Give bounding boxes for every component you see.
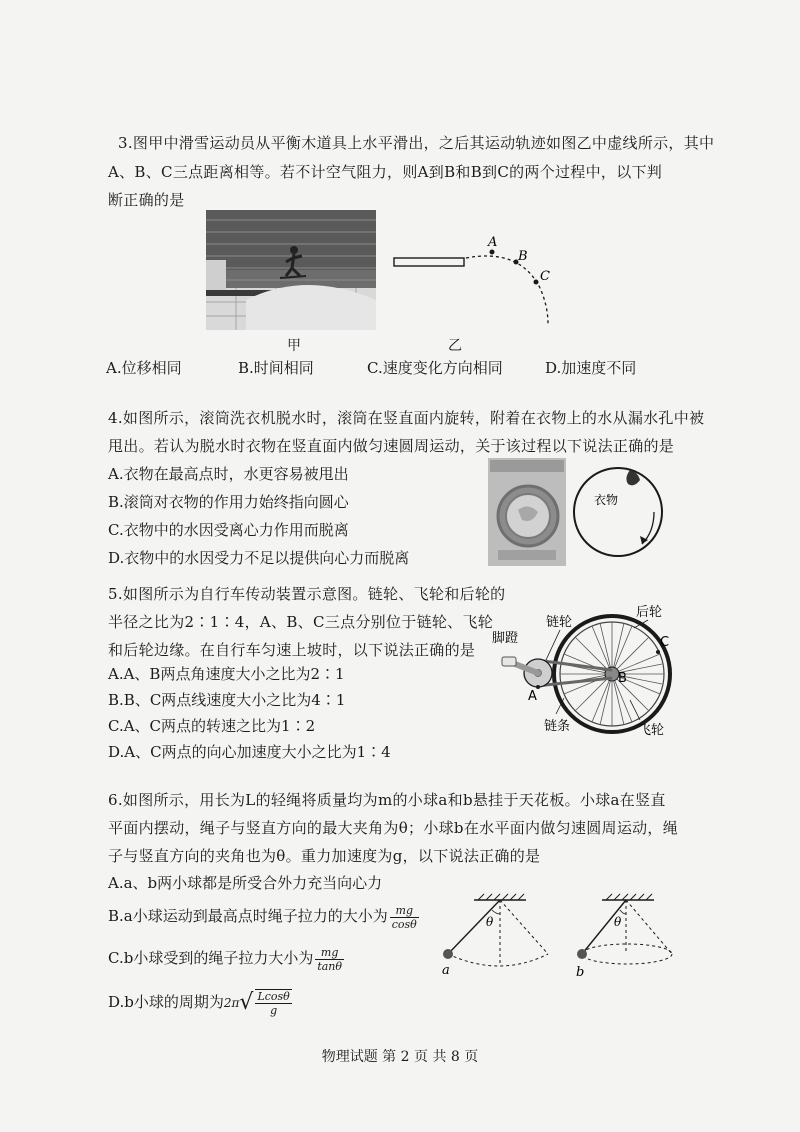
q6-pendulum-a-diagram (430, 892, 560, 982)
q3-option-d: D.加速度不同 (545, 359, 637, 377)
q3-skier-photo (206, 210, 376, 330)
q4-drum-diagram (568, 458, 668, 566)
q6-label-a: a (442, 963, 450, 978)
rear-wheel (554, 616, 670, 732)
q3-option-b: B.时间相同 (238, 359, 314, 377)
q6-option-d-numerator: Lcosθ (257, 990, 290, 1003)
q6-theta-a: θ (486, 915, 494, 929)
q6-option-c (108, 942, 346, 974)
q5-label-freewheel: 飞轮 (638, 723, 665, 738)
q5-line-2: 半径之比为2∶1∶4，A、B、C三点分别位于链轮、飞轮 (108, 613, 494, 631)
q6-option-d (108, 984, 294, 1021)
q6-option-b (108, 900, 421, 932)
q6-option-d-denominator: g (270, 1004, 278, 1017)
q3-label-yi: 乙 (448, 338, 462, 354)
q4-option-a: A.衣物在最高点时，水更容易被甩出 (108, 465, 349, 483)
q6-line-2: 平面内摆动，绳子与竖直方向的最大夹角为θ；小球b在水平面内做匀速圆周运动，绳 (108, 819, 679, 837)
q5-line-3: 和后轮边缘。在自行车匀速上坡时，以下说法正确的是 (108, 641, 476, 659)
q5-label-chain: 链条 (544, 719, 571, 734)
q3-label-jia: 甲 (287, 338, 301, 354)
q6-option-b-numerator: mg (390, 904, 419, 918)
q6-option-b-text: B.a小球运动到最高点时绳子拉力的大小为 (108, 907, 388, 925)
q5-label-c: C (660, 635, 670, 650)
q3-option-c: C.速度变化方向相同 (367, 359, 503, 377)
q6-option-c-numerator: mg (315, 946, 344, 960)
q6-line-1: 6.如图所示，用长为L的轻绳将质量均为m的小球a和b悬挂于天花板。小球a在竖直 (108, 791, 666, 809)
q6-option-d-prefix: 2π (223, 996, 240, 1010)
q3-line-2: A、B、C三点距离相等。若不计空气阻力，则A到B和B到C的两个过程中，以下判 (108, 163, 663, 181)
q3-option-a: A.位移相同 (106, 359, 182, 377)
q4-line-1: 4.如图所示，滚筒洗衣机脱水时，滚筒在竖直面内旋转，附着在衣物上的水从漏水孔中被 (108, 409, 705, 427)
q6-option-d-fraction (255, 989, 291, 1017)
q5-bicycle-diagram (490, 600, 680, 745)
q3-trajectory-diagram (390, 228, 560, 328)
q3-point-b: B (518, 249, 528, 264)
q5-line-1: 5.如图所示为自行车传动装置示意图。链轮、飞轮和后轮的 (108, 585, 506, 603)
q4-line-2: 甩出。若认为脱水时衣物在竖直面内做匀速圆周运动，关于该过程以下说法正确的是 (108, 437, 675, 455)
q6-label-b: b (576, 965, 585, 980)
q4-label-clothes: 衣物 (594, 493, 619, 507)
q6-line-3: 子与竖直方向的夹角也为θ。重力加速度为g，以下说法正确的是 (108, 847, 541, 865)
q6-option-c-fraction (315, 946, 344, 973)
q5-option-b: B.B、C两点线速度大小之比为4∶1 (108, 691, 346, 709)
q6-option-b-fraction (390, 904, 419, 931)
q5-label-chainring: 链轮 (546, 615, 573, 630)
q3-point-c: C (540, 269, 550, 284)
page-footer: 物理试题 第 2 页 共 8 页 (321, 1049, 479, 1065)
q6-option-a: A.a、b两小球都是所受合外力充当向心力 (108, 874, 383, 892)
q6-option-d-text: D.b小球的周期为 (108, 993, 224, 1011)
q4-washer-photo (488, 458, 566, 566)
q6-option-c-text: C.b小球受到的绳子拉力大小为 (108, 949, 314, 967)
q4-option-d: D.衣物中的水因受力不足以提供向心力而脱离 (108, 549, 410, 567)
q6-option-b-denominator: cosθ (391, 917, 417, 931)
q5-label-pedal: 脚蹬 (492, 631, 519, 646)
q3-point-a: A (488, 235, 498, 250)
q5-label-a: A (528, 689, 537, 704)
q6-theta-b: θ (614, 915, 622, 929)
q3-line-1: 3.图甲中滑雪运动员从平衡木道具上水平滑出，之后其运动轨迹如图乙中虚线所示，其中 (118, 134, 715, 152)
q5-option-c: C.A、C两点的转速之比为1∶2 (108, 717, 316, 735)
q4-option-b: B.滚筒对衣物的作用力始终指向圆心 (108, 493, 349, 511)
q4-option-c: C.衣物中的水因受离心力作用而脱离 (108, 521, 349, 539)
sqrt-icon: √ (239, 990, 254, 1015)
q3-line-3: 断正确的是 (108, 191, 185, 209)
q5-option-a: A.A、B两点角速度大小之比为2∶1 (108, 665, 345, 683)
q5-label-rear-wheel: 后轮 (636, 605, 663, 620)
q6-option-c-denominator: tanθ (317, 959, 343, 973)
q5-label-b: B (618, 671, 627, 686)
q5-option-d: D.A、C两点的向心加速度大小之比为1∶4 (108, 743, 391, 761)
q6-conical-pendulum-b-diagram (568, 892, 688, 982)
